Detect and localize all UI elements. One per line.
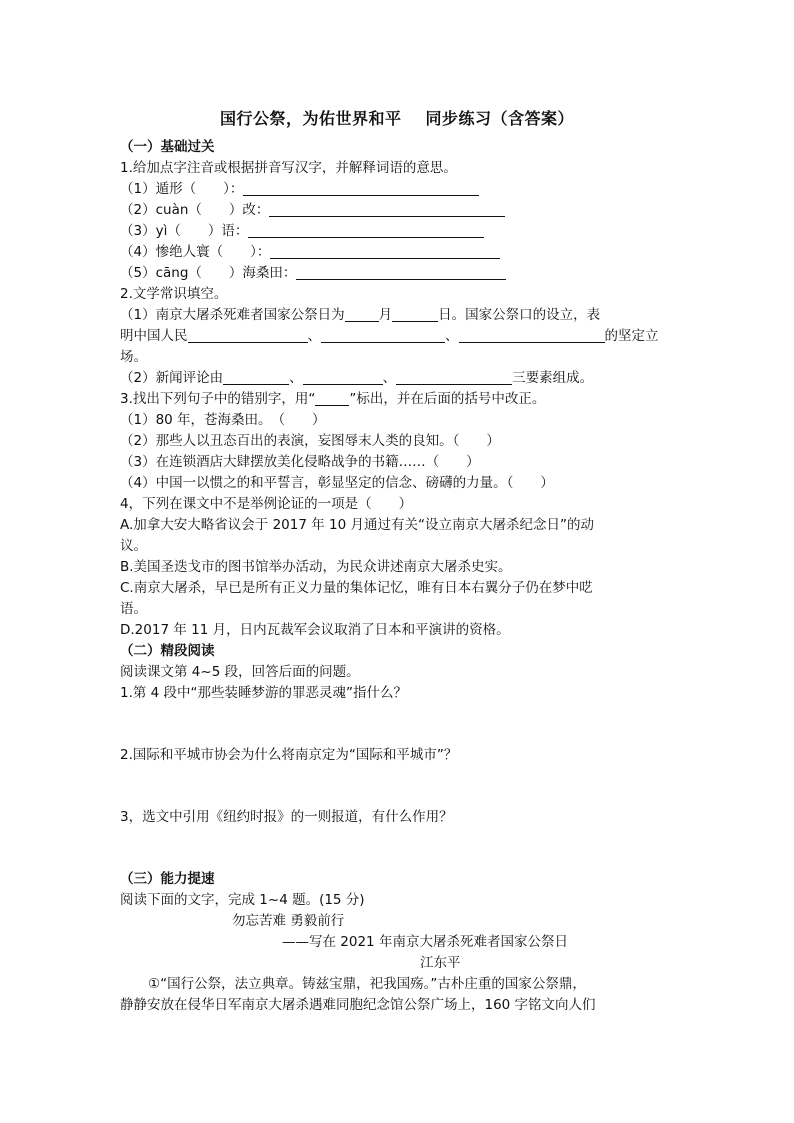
q4-option-b: B.美国圣迭戈市的图书馆举办活动，为民众讲述南京大屠杀史实。 (120, 559, 512, 575)
q3-item: （3）在连锁酒店大肆摆放美化侵略战争的书籍……（ ） (120, 454, 480, 470)
title-main: 国行公祭，为佑世界和平 (219, 109, 402, 128)
answer-blank[interactable] (321, 328, 445, 343)
q1-stem: 1.给加点字注音或根据拼音写汉字，并解释词语的意思。 (120, 160, 457, 176)
q2-line-a: （1）南京大屠杀死难者国家公祭日为 月 日。国家公祭口的设立，表 (120, 307, 601, 323)
answer-blank[interactable] (303, 370, 383, 385)
article-paragraph-line: ①“国行公祭，法立典章。铸兹宝鼎，祀我国殇。”古朴庄重的国家公祭鼎， (148, 976, 586, 992)
q1-item: （5）cāng（ ）海桑田： (120, 264, 506, 282)
answer-blank[interactable] (269, 202, 505, 217)
answer-blank[interactable] (459, 328, 605, 343)
answer-blank[interactable] (243, 181, 479, 196)
reading-q2: 2.国际和平城市协会为什么将南京定为“国际和平城市”？ (120, 747, 458, 763)
title-sub: 同步练习（含答案） (425, 109, 575, 128)
q2-line-c: 场。 (120, 349, 147, 365)
section-heading-basic: （一）基础过关 (120, 139, 215, 155)
article-title: 勿忘苦难 勇毅前行 (232, 913, 345, 929)
answer-blank[interactable] (345, 307, 379, 322)
q1-item: （2）cuàn（ ）改： (120, 201, 505, 219)
q2-line-b: 明中国人民 、 、 的坚定立 (120, 328, 659, 344)
answer-blank[interactable] (396, 370, 512, 385)
answer-blank[interactable] (248, 223, 484, 238)
ability-intro: 阅读下面的文字，完成 1~4 题。(15 分) (120, 892, 365, 908)
q4-option-c-cont: 语。 (120, 601, 147, 617)
reading-q1: 1.第 4 段中“那些装睡梦游的罪恶灵魂”指什么？ (120, 685, 408, 701)
q4-stem: 4，下列在课文中不是举例论证的一项是（ ） (120, 496, 413, 512)
q2-line-d: （2）新闻评论由 、 、 三要素组成。 (120, 370, 594, 386)
q4-option-a-cont: 议。 (120, 538, 147, 554)
article-author: 江东平 (420, 955, 461, 971)
article-subtitle: ——写在 2021 年南京大屠杀死难者国家公祭日 (282, 934, 568, 950)
q3-stem: 3.找出下列句子中的错别字，用“ ”标出，并在后面的括号中改正。 (120, 391, 546, 407)
section-heading-reading: （二）精段阅读 (120, 643, 215, 659)
reading-intro: 阅读课文第 4~5 段，回答后面的问题。 (120, 664, 360, 680)
q2-stem: 2.文学常识填空。 (120, 286, 228, 302)
reading-q3: 3，选文中引用《纽约时报》的一则报道，有什么作用？ (120, 809, 453, 825)
q1-item: （3）yì（ ）语： (120, 222, 484, 240)
answer-blank[interactable] (296, 265, 506, 280)
article-paragraph-line: 静静安放在侵华日军南京大屠杀遇难同胞纪念馆公祭广场上，160 字铭文向人们 (120, 997, 596, 1013)
q4-option-a: A.加拿大安大略省议会于 2017 年 10 月通过有关“设立南京大屠杀纪念日”的动 (120, 517, 594, 533)
document-title (0, 106, 794, 129)
q3-item: （2）那些人以丑态百出的表演，妄图辱末人类的良知。（ ） (120, 433, 500, 449)
underline-marker (315, 391, 349, 406)
q3-item: （1）80 年，苍海桑田。 （ ） (120, 412, 326, 428)
q4-option-d: D.2017 年 11 月，日内瓦裁军会议取消了日本和平演讲的资格。 (120, 622, 510, 638)
answer-blank[interactable] (270, 244, 500, 259)
answer-blank[interactable] (188, 328, 308, 343)
q1-item: （1）遁形（ ）： (120, 180, 479, 198)
answer-blank[interactable] (392, 307, 438, 322)
section-heading-ability: （三）能力提速 (120, 871, 215, 887)
q4-option-c: C.南京大屠杀，早已是所有正义力量的集体记忆，唯有日本右翼分子仍在梦中呓 (120, 580, 593, 596)
q1-item: （4）惨绝人寰（ ）： (120, 243, 500, 261)
answer-blank[interactable] (223, 370, 289, 385)
q3-item: （4）中国一以惯之的和平誓言，彰显坚定的信念、磅礴的力量。（ ） (120, 475, 554, 491)
